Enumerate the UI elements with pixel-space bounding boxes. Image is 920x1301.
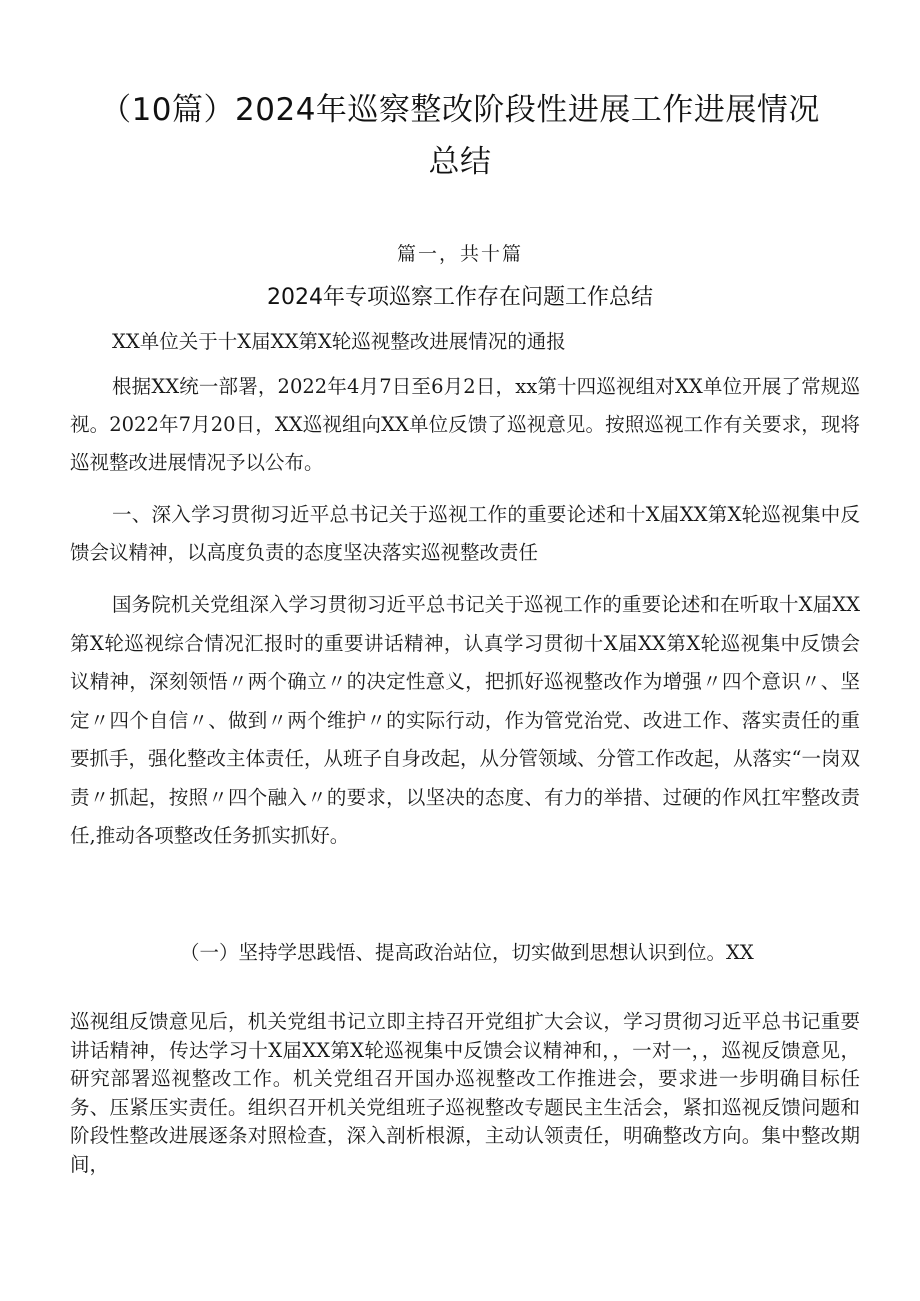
document-title: （10篇）2024年巡察整改阶段性进展工作进展情况总结 — [100, 92, 820, 180]
paragraph-section-one-body: 国务院机关党组深入学习贯彻习近平总书记关于巡视工作的重要论述和在听取十X届XX第X轮巡视综合情况汇报时的重要讲话精神，认真学习贯彻十X届XX第X轮巡视集中反馈会议精神，深刻领悟〃两个确立〃的决定性意义，把抓好巡视整改作为增强〃四个意识〃、坚定〃四个自信〃、做到〃两个维护〃的实际行动，作为管党治党、改进工作、落实责任的重要抓手，强化整改主体责任，从班子自身改起，从分管领域、分管工作改起，从落实“一岗双责〃抓起，按照〃四个融入〃的要求，以坚决的态度、有力的举措、过硬的作风扛牢整改责任,推动各项整改任务抓实抓好。 — [70, 593, 860, 847]
paragraph-subsection-one-body: 巡视组反馈意见后，机关党组书记立即主持召开党组扩大会议，学习贯彻习近平总书记重要讲话精神，传达学习十X届XX第X轮巡视集中反馈会议精神和，，一对一，，巡视反馈意见，研究部署巡视整改工作。机关党组召开国办巡视整改工作推进会，要求进一步明确目标任务、压紧压实责任。组织召开机关党组班子巡视整改专题民主生活会，紧扣巡视反馈问题和阶段性整改进展逐条对照检查，深入剖析根源，主动认领责任，明确整改方向。集中整改期间， — [70, 1010, 860, 1176]
paragraph-subsection-one-heading: （一）坚持学思践悟、提高政治站位，切实做到思想认识到位。XX — [180, 941, 754, 964]
article-subtitle: 2024年专项巡察工作存在问题工作总结 — [267, 285, 653, 310]
paragraph-section-one-heading: 一、深入学习贯彻习近平总书记关于巡视工作的重要论述和十X届XX第X轮巡视集中反馈会议精神，以高度负责的态度坚决落实巡视整改责任 — [70, 503, 860, 564]
paragraph-background: 根据XX统一部署，2022年4月7日至6月2日，xx第十四巡视组对XX单位开展了常规巡视。2022年7月20日，XX巡视组向XX单位反馈了巡视意见。按照巡视工作有关要求，现将巡视整改进展情况予以公布。 — [70, 375, 860, 474]
paragraph-notice-heading: XX单位关于十X届XX第X轮巡视整改进展情况的通报 — [112, 330, 566, 353]
section-label: 篇一，共十篇 — [396, 243, 523, 265]
